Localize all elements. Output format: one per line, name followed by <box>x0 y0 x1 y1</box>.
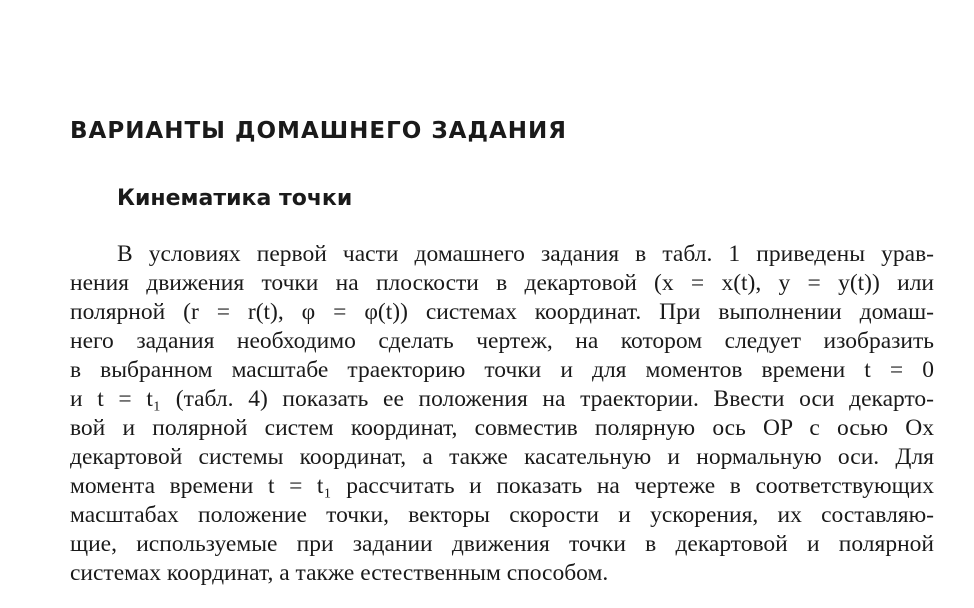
paragraph-line: декартовой системы координат, а также касательную и нормальную оси. Для <box>70 444 934 470</box>
paragraph <box>70 240 934 588</box>
paragraph-line: В условиях первой части домашнего задания в табл. 1 приведены урав- <box>117 241 934 267</box>
paragraph-line: полярной (r = r(t), φ = φ(t)) системах координат. При выполнении домаш- <box>70 299 934 325</box>
paragraph-line: щие, используемые при задании движения точки в декартовой и полярной <box>70 531 934 557</box>
subsection-heading: Кинематика точки <box>117 186 353 211</box>
paragraph-line: нения движения точки на плоскости в декартовой (x = x(t), y = y(t)) или <box>70 270 934 296</box>
section-heading: ВАРИАНТЫ ДОМАШНЕГО ЗАДАНИЯ <box>70 118 567 144</box>
paragraph-line: в выбранном масштабе траекторию точки и для моментов времени t = 0 <box>70 357 934 383</box>
paragraph-line: момента времени t = t₁ рассчитать и показать на чертеже в соответствующих <box>70 473 934 499</box>
paragraph-line: и t = t₁ (табл. 4) показать ее положения на траектории. Ввести оси декарто- <box>70 386 934 412</box>
paragraph-line: масштабах положение точки, векторы скорости и ускорения, их составляю- <box>70 502 934 528</box>
paragraph-line: системах координат, а также естественным способом. <box>70 560 609 586</box>
paragraph-line: него задания необходимо сделать чертеж, на котором следует изобразить <box>70 328 934 354</box>
paragraph-line: вой и полярной систем координат, совместив полярную ось OP с осью Ox <box>70 415 934 441</box>
